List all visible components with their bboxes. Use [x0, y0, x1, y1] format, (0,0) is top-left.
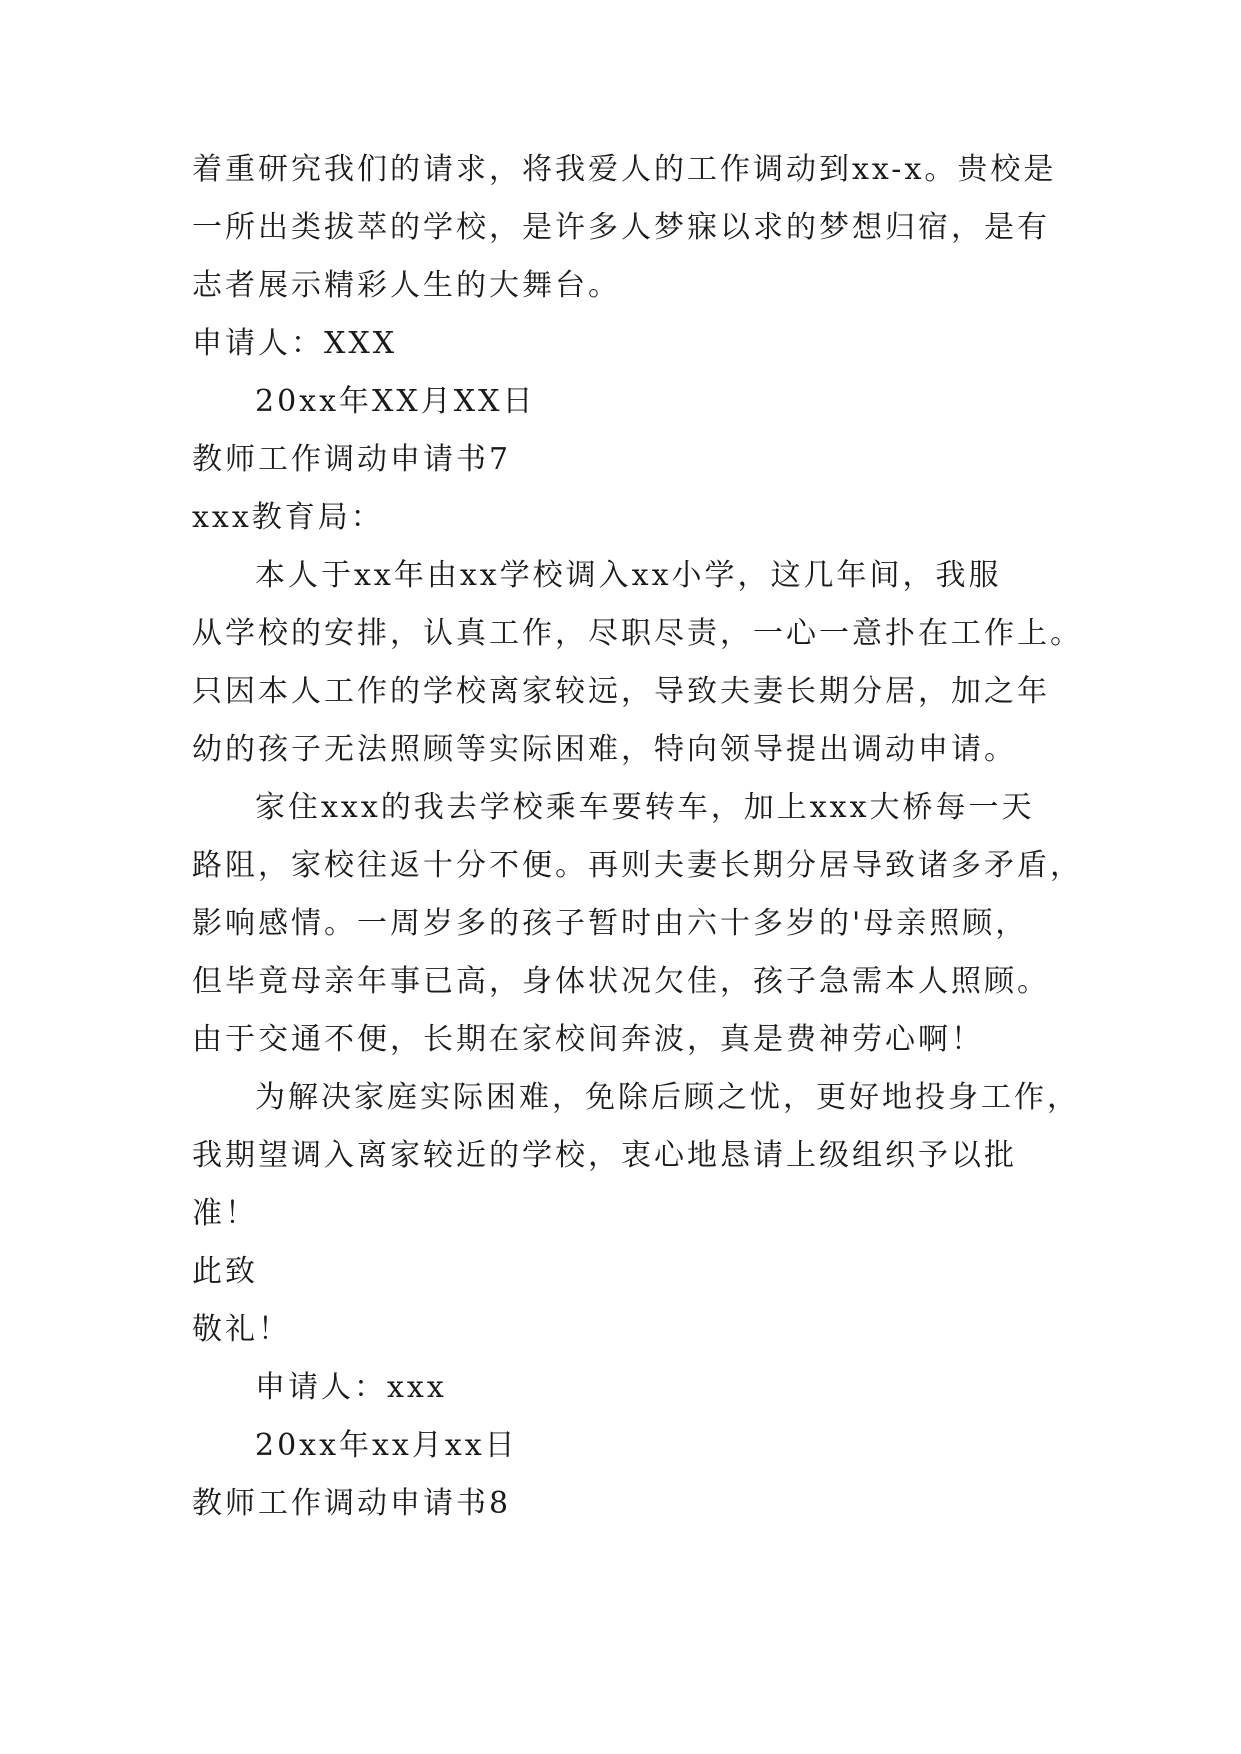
- paragraph-line: 由于交通不便，长期在家校间奔波，真是费神劳心啊！: [192, 1022, 984, 1057]
- paragraph-line: 我期望调入离家较近的学校，衷心地恳请上级组织予以批: [192, 1138, 1017, 1173]
- section-title: 教师工作调动申请书7: [192, 442, 512, 477]
- paragraph-line: 但毕竟母亲年事已高，身体状况欠佳，孩子急需本人照顾。: [192, 964, 1050, 999]
- paragraph-line: 只因本人工作的学校离家较远，导致夫妻长期分居，加之年: [192, 674, 1050, 709]
- paragraph-line: 路阻，家校往返十分不便。再则夫妻长期分居导致诸多矛盾，: [192, 848, 1083, 883]
- closing-line: 此致: [192, 1254, 258, 1289]
- paragraph-line: 为解决家庭实际困难，免除后顾之忧，更好地投身工作，: [255, 1080, 1080, 1115]
- paragraph-line: 志者展示精彩人生的大舞台。: [192, 268, 621, 303]
- closing-line: 敬礼！: [192, 1312, 291, 1347]
- applicant-signature: 申请人：xxx: [255, 1370, 447, 1405]
- section-title: 教师工作调动申请书8: [192, 1486, 512, 1521]
- salutation: xxx教育局：: [192, 500, 384, 535]
- paragraph-line: 着重研究我们的请求，将我爱人的工作调动到xx-x。贵校是: [192, 152, 1057, 187]
- paragraph-line: 从学校的安排，认真工作，尽职尽责，一心一意扑在工作上。: [192, 616, 1083, 651]
- paragraph-line: 准！: [192, 1196, 258, 1231]
- paragraph-line: 家住xxx的我去学校乘车要转车，加上xxx大桥每一天: [255, 790, 1035, 825]
- paragraph-line: 一所出类拔萃的学校，是许多人梦寐以求的梦想归宿，是有: [192, 210, 1050, 245]
- paragraph-line: 幼的孩子无法照顾等实际困难，特向领导提出调动申请。: [192, 732, 1017, 767]
- applicant-signature: 申请人：XXX: [192, 326, 398, 361]
- paragraph-line: 影响感情。一周岁多的孩子暂时由六十多岁的'母亲照顾，: [192, 906, 1029, 941]
- date-line: 20xx年XX月XX日: [255, 384, 536, 419]
- date-line: 20xx年xx月xx日: [255, 1428, 518, 1463]
- paragraph-line: 本人于xx年由xx学校调入xx小学，这几年间，我服: [255, 558, 1002, 593]
